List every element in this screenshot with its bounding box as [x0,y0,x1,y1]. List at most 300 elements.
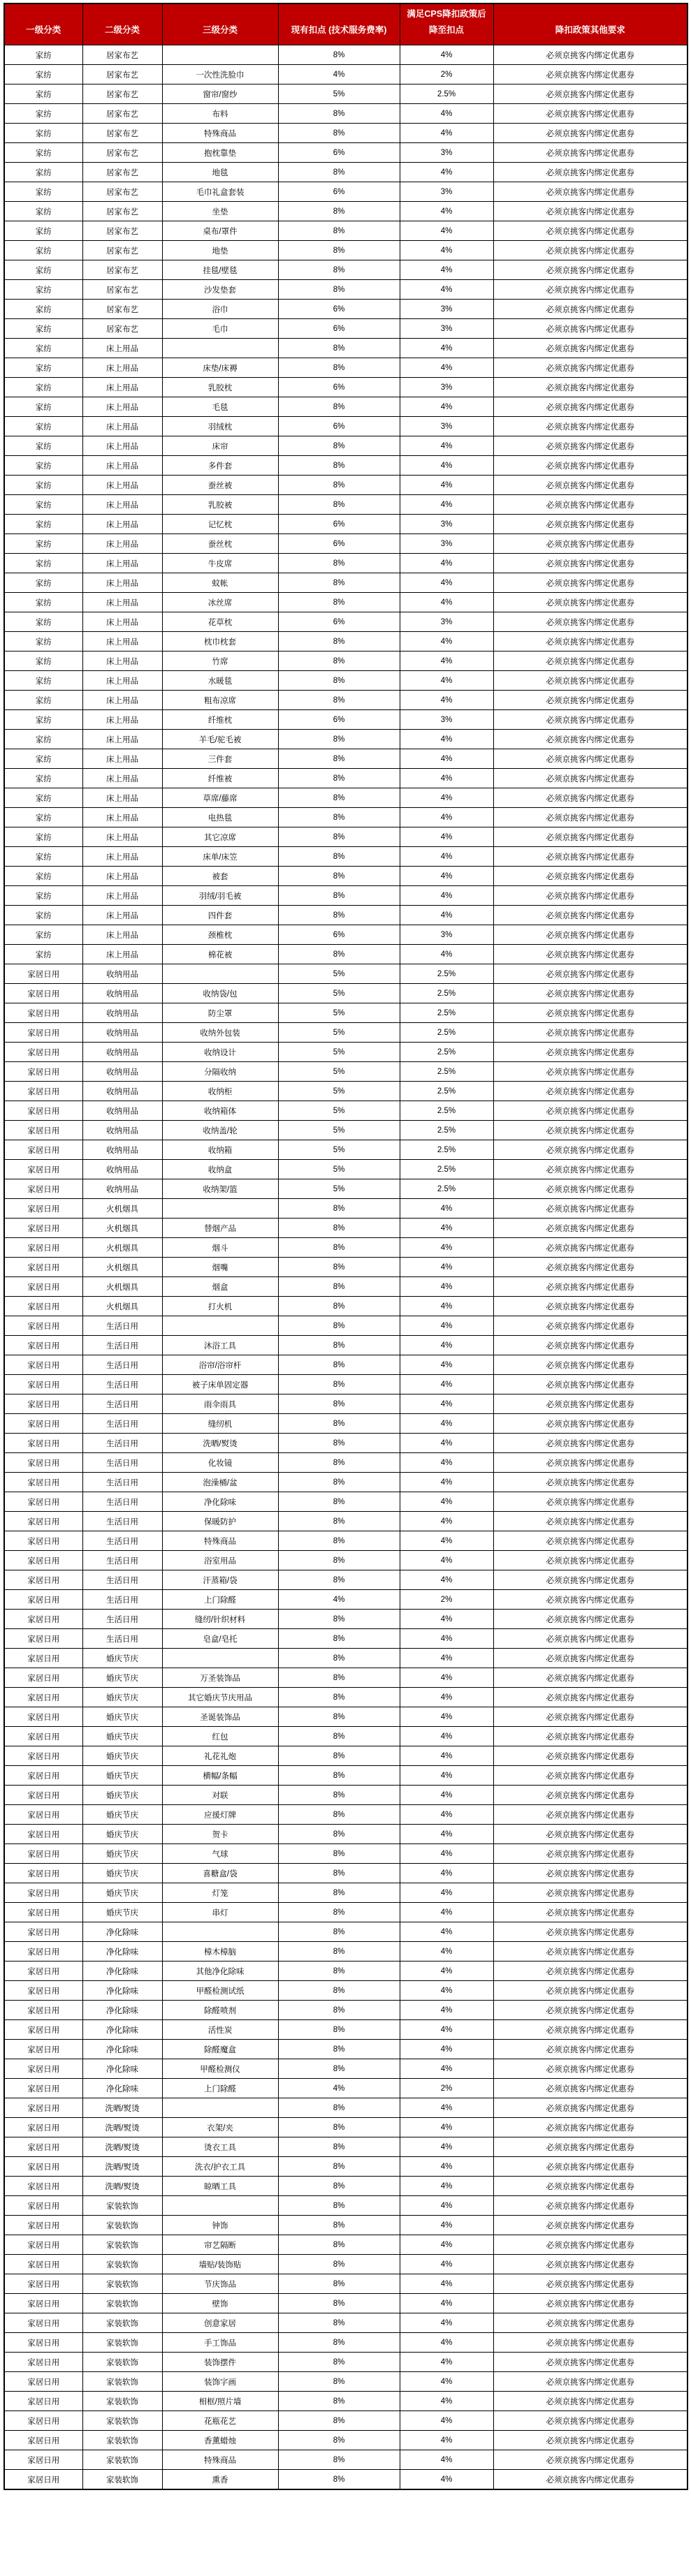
reduced-rate-cell: 2.5% [400,1160,493,1179]
requirement-cell: 必须京挑客内绑定优惠券 [493,2274,688,2294]
reduced-rate-cell: 4% [400,1570,493,1590]
table-row [4,1727,688,1746]
level2-cell: 居家布艺 [82,143,162,163]
current-rate-cell: 8% [278,1375,400,1394]
requirement-cell: 必须京挑客内绑定优惠券 [493,104,688,124]
table-body [4,45,688,2489]
current-rate-cell: 5% [278,984,400,1003]
level1-cell: 家纺 [4,65,82,84]
reduced-rate-cell: 4% [400,1258,493,1277]
level1-cell: 家纺 [4,691,82,710]
table-row [4,260,688,280]
level1-cell: 家居日用 [4,2470,82,2489]
level1-cell: 家居日用 [4,1590,82,1610]
current-rate-cell: 8% [278,202,400,221]
table-row [4,2098,688,2118]
current-rate-cell: 5% [278,1179,400,1199]
level2-cell: 生活日用 [82,1355,162,1375]
reduced-rate-cell: 3% [400,417,493,436]
reduced-rate-cell: 4% [400,1922,493,1942]
level2-cell: 净化除味 [82,2001,162,2020]
level3-cell: 圣诞装饰品 [162,1707,278,1727]
level3-cell: 花草枕 [162,612,278,632]
requirement-cell: 必须京挑客内绑定优惠券 [493,1668,688,1688]
requirement-cell: 必须京挑客内绑定优惠券 [493,612,688,632]
level1-cell: 家纺 [4,202,82,221]
level3-cell: 烫衣工具 [162,2137,278,2157]
table-row [4,1707,688,1727]
level2-cell: 收纳用品 [82,1121,162,1140]
current-rate-cell: 5% [278,1003,400,1023]
level3-cell: 多件套 [162,456,278,476]
current-rate-cell: 8% [278,827,400,847]
current-rate-cell: 8% [278,476,400,495]
requirement-cell: 必须京挑客内绑定优惠券 [493,593,688,612]
current-rate-cell: 8% [278,2157,400,2177]
table-row [4,2001,688,2020]
level3-cell: 特殊商品 [162,1531,278,1551]
level1-cell: 家居日用 [4,1610,82,1629]
level2-cell: 床上用品 [82,397,162,417]
level3-cell: 横幅/条幅 [162,1766,278,1786]
current-rate-cell: 6% [278,925,400,945]
reduced-rate-cell: 3% [400,515,493,534]
current-rate-cell: 5% [278,1023,400,1043]
level3-cell: 喜糖盒/袋 [162,1864,278,1883]
reduced-rate-cell: 4% [400,2372,493,2392]
reduced-rate-cell: 4% [400,221,493,241]
reduced-rate-cell: 4% [400,808,493,827]
level3-cell: 毛巾 [162,319,278,339]
table-row [4,1043,688,1062]
table-row [4,1531,688,1551]
level2-cell: 床上用品 [82,476,162,495]
requirement-cell: 必须京挑客内绑定优惠券 [493,1258,688,1277]
reduced-rate-cell: 4% [400,2196,493,2216]
current-rate-cell: 8% [278,2098,400,2118]
requirement-cell: 必须京挑客内绑定优惠券 [493,1355,688,1375]
requirement-cell: 必须京挑客内绑定优惠券 [493,1531,688,1551]
current-rate-cell: 8% [278,339,400,358]
requirement-cell: 必须京挑客内绑定优惠券 [493,1864,688,1883]
level1-cell: 家居日用 [4,2235,82,2255]
level3-cell: 气球 [162,1844,278,1864]
table-row [4,1023,688,1043]
current-rate-cell: 8% [278,397,400,417]
level1-cell: 家纺 [4,124,82,143]
level1-cell: 家纺 [4,945,82,964]
level1-cell: 家居日用 [4,2177,82,2196]
level1-cell: 家居日用 [4,2353,82,2372]
current-rate-cell: 8% [278,847,400,867]
current-rate-cell: 8% [278,1336,400,1355]
requirement-cell: 必须京挑客内绑定优惠券 [493,2001,688,2020]
requirement-cell: 必须京挑客内绑定优惠券 [493,260,688,280]
table-row [4,1883,688,1903]
reduced-rate-cell: 4% [400,2392,493,2411]
level2-cell: 床上用品 [82,339,162,358]
reduced-rate-cell: 4% [400,2040,493,2059]
current-rate-cell: 8% [278,1394,400,1414]
level2-cell: 家装软饰 [82,2313,162,2333]
level1-cell: 家纺 [4,710,82,730]
current-rate-cell: 8% [278,221,400,241]
level1-cell: 家居日用 [4,2372,82,2392]
current-rate-cell: 8% [278,1297,400,1316]
reduced-rate-cell: 4% [400,945,493,964]
level3-cell: 应援灯牌 [162,1805,278,1825]
reduced-rate-cell: 4% [400,2098,493,2118]
table-row [4,2137,688,2157]
table-row [4,1238,688,1258]
reduced-rate-cell: 4% [400,2118,493,2137]
level1-cell: 家纺 [4,476,82,495]
level1-cell: 家纺 [4,808,82,827]
reduced-rate-cell: 4% [400,827,493,847]
level1-cell: 家纺 [4,906,82,925]
level3-cell: 一次性洗脸巾 [162,65,278,84]
level3-cell: 甲醛检测试纸 [162,1981,278,2001]
table-row [4,280,688,300]
requirement-cell: 必须京挑客内绑定优惠券 [493,1219,688,1238]
table-row [4,143,688,163]
level3-cell: 竹席 [162,652,278,671]
requirement-cell: 必须京挑客内绑定优惠券 [493,476,688,495]
requirement-cell: 必须京挑客内绑定优惠券 [493,906,688,925]
level2-cell: 生活日用 [82,1394,162,1414]
current-rate-cell: 8% [278,1844,400,1864]
current-rate-cell: 8% [278,2137,400,2157]
level2-cell: 家装软饰 [82,2450,162,2470]
reduced-rate-cell: 4% [400,2235,493,2255]
reduced-rate-cell: 4% [400,2431,493,2450]
level2-cell: 火机烟具 [82,1219,162,1238]
reduced-rate-cell: 4% [400,2059,493,2079]
level2-cell: 婚庆节庆 [82,1786,162,1805]
reduced-rate-cell: 4% [400,1355,493,1375]
level2-cell: 居家布艺 [82,202,162,221]
level2-cell: 洗晒/熨烫 [82,2177,162,2196]
table-row [4,45,688,65]
level1-cell: 家居日用 [4,2196,82,2216]
current-rate-cell: 8% [278,45,400,65]
requirement-cell: 必须京挑客内绑定优惠券 [493,945,688,964]
current-rate-cell: 8% [278,788,400,808]
current-rate-cell: 6% [278,534,400,554]
level2-cell: 净化除味 [82,2020,162,2040]
level2-cell: 生活日用 [82,1375,162,1394]
table-row [4,1903,688,1922]
table-row [4,84,688,104]
reduced-rate-cell: 2.5% [400,1062,493,1082]
level1-cell: 家居日用 [4,1082,82,1101]
requirement-cell: 必须京挑客内绑定优惠券 [493,182,688,202]
reduced-rate-cell: 4% [400,2255,493,2274]
table-row [4,906,688,925]
table-row [4,2059,688,2079]
table-row [4,417,688,436]
table-row [4,671,688,691]
level2-cell: 净化除味 [82,1922,162,1942]
level2-cell: 生活日用 [82,1434,162,1453]
table-row [4,867,688,886]
current-rate-cell: 8% [278,652,400,671]
level1-cell: 家居日用 [4,2294,82,2313]
level1-cell: 家纺 [4,378,82,397]
level2-cell: 婚庆节庆 [82,1883,162,1903]
requirement-cell: 必须京挑客内绑定优惠券 [493,2196,688,2216]
requirement-cell: 必须京挑客内绑定优惠券 [493,1590,688,1610]
reduced-rate-cell: 3% [400,534,493,554]
level2-cell: 床上用品 [82,652,162,671]
current-rate-cell: 8% [278,1434,400,1453]
level2-cell: 婚庆节庆 [82,1746,162,1766]
requirement-cell: 必须京挑客内绑定优惠券 [493,1962,688,1981]
level3-cell: 创意家居 [162,2313,278,2333]
reduced-rate-cell: 2.5% [400,84,493,104]
reduced-rate-cell: 2.5% [400,1023,493,1043]
level1-cell: 家纺 [4,241,82,260]
reduced-rate-cell: 4% [400,573,493,593]
level3-cell: 乳胶枕 [162,378,278,397]
reduced-rate-cell: 4% [400,2313,493,2333]
reduced-rate-cell: 2.5% [400,1082,493,1101]
table-row [4,749,688,769]
reduced-rate-cell: 3% [400,300,493,319]
level2-cell: 床上用品 [82,515,162,534]
table-row [4,2274,688,2294]
level3-cell: 特殊商品 [162,124,278,143]
level1-cell: 家居日用 [4,1121,82,1140]
level3-cell: 四件套 [162,906,278,925]
reduced-rate-cell: 4% [400,1864,493,1883]
current-rate-cell: 6% [278,378,400,397]
table-row [4,1512,688,1531]
requirement-cell: 必须京挑客内绑定优惠券 [493,2157,688,2177]
level1-cell: 家居日用 [4,1942,82,1962]
reduced-rate-cell: 3% [400,319,493,339]
requirement-cell: 必须京挑客内绑定优惠券 [493,1551,688,1570]
table-row [4,1375,688,1394]
reduced-rate-cell: 4% [400,593,493,612]
requirement-cell: 必须京挑客内绑定优惠券 [493,1786,688,1805]
level1-cell: 家居日用 [4,2098,82,2118]
table-row [4,612,688,632]
table-row [4,632,688,652]
current-rate-cell: 8% [278,671,400,691]
table-row [4,1258,688,1277]
level3-cell: 万圣装饰品 [162,1668,278,1688]
level3-cell: 毛巾礼盒套装 [162,182,278,202]
cps-rate-table [3,3,688,2490]
level3-cell: 布料 [162,104,278,124]
current-rate-cell: 8% [278,260,400,280]
level1-cell: 家居日用 [4,1219,82,1238]
reduced-rate-cell: 2.5% [400,984,493,1003]
level1-cell: 家纺 [4,300,82,319]
level2-cell: 收纳用品 [82,1062,162,1082]
current-rate-cell: 6% [278,182,400,202]
reduced-rate-cell: 4% [400,2020,493,2040]
level3-cell: 上门除醛 [162,2079,278,2098]
level1-cell: 家居日用 [4,1883,82,1903]
table-row [4,2255,688,2274]
requirement-cell: 必须京挑客内绑定优惠券 [493,1336,688,1355]
reduced-rate-cell: 4% [400,2177,493,2196]
requirement-cell: 必须京挑客内绑定优惠券 [493,1297,688,1316]
level3-cell: 蚕丝枕 [162,534,278,554]
table-row [4,358,688,378]
reduced-rate-cell: 4% [400,495,493,515]
current-rate-cell: 8% [278,124,400,143]
current-rate-cell: 8% [278,2216,400,2235]
table-row [4,2450,688,2470]
reduced-rate-cell: 4% [400,1277,493,1297]
level1-cell: 家居日用 [4,1864,82,1883]
requirement-cell: 必须京挑客内绑定优惠券 [493,730,688,749]
level1-cell: 家纺 [4,573,82,593]
level1-cell: 家居日用 [4,1160,82,1179]
table-row [4,124,688,143]
requirement-cell: 必须京挑客内绑定优惠券 [493,1766,688,1786]
reduced-rate-cell: 4% [400,1394,493,1414]
level2-cell: 家装软饰 [82,2235,162,2255]
table-row [4,1473,688,1492]
level1-cell: 家纺 [4,104,82,124]
current-rate-cell: 8% [278,2470,400,2489]
level3-cell: 香薰蜡烛 [162,2431,278,2450]
table-row [4,2235,688,2255]
requirement-cell: 必须京挑客内绑定优惠券 [493,339,688,358]
reduced-rate-cell: 4% [400,358,493,378]
level3-cell: 挂毯/壁毯 [162,260,278,280]
requirement-cell: 必须京挑客内绑定优惠券 [493,1727,688,1746]
requirement-cell: 必须京挑客内绑定优惠券 [493,1101,688,1121]
table-row [4,2411,688,2431]
table-row [4,2372,688,2392]
reduced-rate-cell: 4% [400,1981,493,2001]
reduced-rate-cell: 4% [400,2353,493,2372]
reduced-rate-cell: 4% [400,632,493,652]
current-rate-cell: 8% [278,1610,400,1629]
table-row [4,1277,688,1297]
requirement-cell: 必须京挑客内绑定优惠券 [493,867,688,886]
reduced-rate-cell: 4% [400,730,493,749]
current-rate-cell: 5% [278,1121,400,1140]
level1-cell: 家居日用 [4,1707,82,1727]
level3-cell: 衣架/夹 [162,2118,278,2137]
level2-cell: 居家布艺 [82,84,162,104]
current-rate-cell: 8% [278,2020,400,2040]
current-rate-cell: 8% [278,1316,400,1336]
level3-cell: 皂盒/皂托 [162,1629,278,1649]
level3-cell: 贺卡 [162,1825,278,1844]
level1-cell: 家居日用 [4,1727,82,1746]
table-row [4,1219,688,1238]
level3-cell: 缝纫机 [162,1414,278,1434]
level2-cell: 床上用品 [82,847,162,867]
level1-cell: 家居日用 [4,1062,82,1082]
level3-cell: 装饰字画 [162,2372,278,2392]
current-rate-cell: 8% [278,1512,400,1531]
table-row [4,221,688,241]
current-rate-cell: 5% [278,964,400,984]
reduced-rate-cell: 4% [400,397,493,417]
current-rate-cell: 8% [278,1707,400,1727]
level3-cell: 晾晒工具 [162,2177,278,2196]
table-row [4,378,688,397]
level3-cell: 地垫 [162,241,278,260]
table-row [4,202,688,221]
level2-cell: 净化除味 [82,2079,162,2098]
level2-cell: 火机烟具 [82,1238,162,1258]
level3-cell: 红包 [162,1727,278,1746]
requirement-cell: 必须京挑客内绑定优惠券 [493,358,688,378]
level2-cell: 婚庆节庆 [82,1707,162,1727]
table-row [4,691,688,710]
reduced-rate-cell: 4% [400,2470,493,2489]
level1-cell: 家纺 [4,260,82,280]
reduced-rate-cell: 4% [400,886,493,906]
level2-cell: 床上用品 [82,906,162,925]
current-rate-cell: 8% [278,945,400,964]
requirement-cell: 必须京挑客内绑定优惠券 [493,1238,688,1258]
reduced-rate-cell: 4% [400,749,493,769]
current-rate-cell: 8% [278,593,400,612]
level2-cell: 床上用品 [82,886,162,906]
level3-cell [162,45,278,65]
level2-cell: 生活日用 [82,1414,162,1434]
level3-cell: 帘艺隔断 [162,2235,278,2255]
requirement-cell: 必须京挑客内绑定优惠券 [493,1844,688,1864]
reduced-rate-cell: 2% [400,1590,493,1610]
requirement-cell: 必须京挑客内绑定优惠券 [493,280,688,300]
reduced-rate-cell: 4% [400,2294,493,2313]
table-row [4,925,688,945]
requirement-cell: 必须京挑客内绑定优惠券 [493,45,688,65]
requirement-cell: 必须京挑客内绑定优惠券 [493,378,688,397]
level1-cell: 家居日用 [4,1277,82,1297]
current-rate-cell: 8% [278,2313,400,2333]
level1-category-header: 一级分类 [4,3,82,45]
reduced-rate-cell: 4% [400,241,493,260]
level3-cell: 灯笼 [162,1883,278,1903]
requirement-cell: 必须京挑客内绑定优惠券 [493,1394,688,1414]
level1-cell: 家纺 [4,456,82,476]
level1-cell: 家纺 [4,397,82,417]
table-row [4,2040,688,2059]
current-rate-cell: 8% [278,867,400,886]
level1-cell: 家居日用 [4,1375,82,1394]
requirement-cell: 必须京挑客内绑定优惠券 [493,2333,688,2353]
level3-cell: 羽绒/羽毛被 [162,886,278,906]
level2-cell: 床上用品 [82,456,162,476]
level3-cell: 乳胶被 [162,495,278,515]
requirement-cell: 必须京挑客内绑定优惠券 [493,2411,688,2431]
level1-cell: 家纺 [4,632,82,652]
level1-cell: 家居日用 [4,2274,82,2294]
reduced-rate-cell: 3% [400,378,493,397]
level3-cell: 沐浴工具 [162,1336,278,1355]
level1-cell: 家居日用 [4,1981,82,2001]
level3-cell: 防尘罩 [162,1003,278,1023]
requirement-cell: 必须京挑客内绑定优惠券 [493,163,688,182]
table-row [4,1825,688,1844]
level2-cell: 床上用品 [82,827,162,847]
current-rate-cell: 8% [278,280,400,300]
table-row [4,1082,688,1101]
reduced-rate-cell: 2% [400,2079,493,2098]
